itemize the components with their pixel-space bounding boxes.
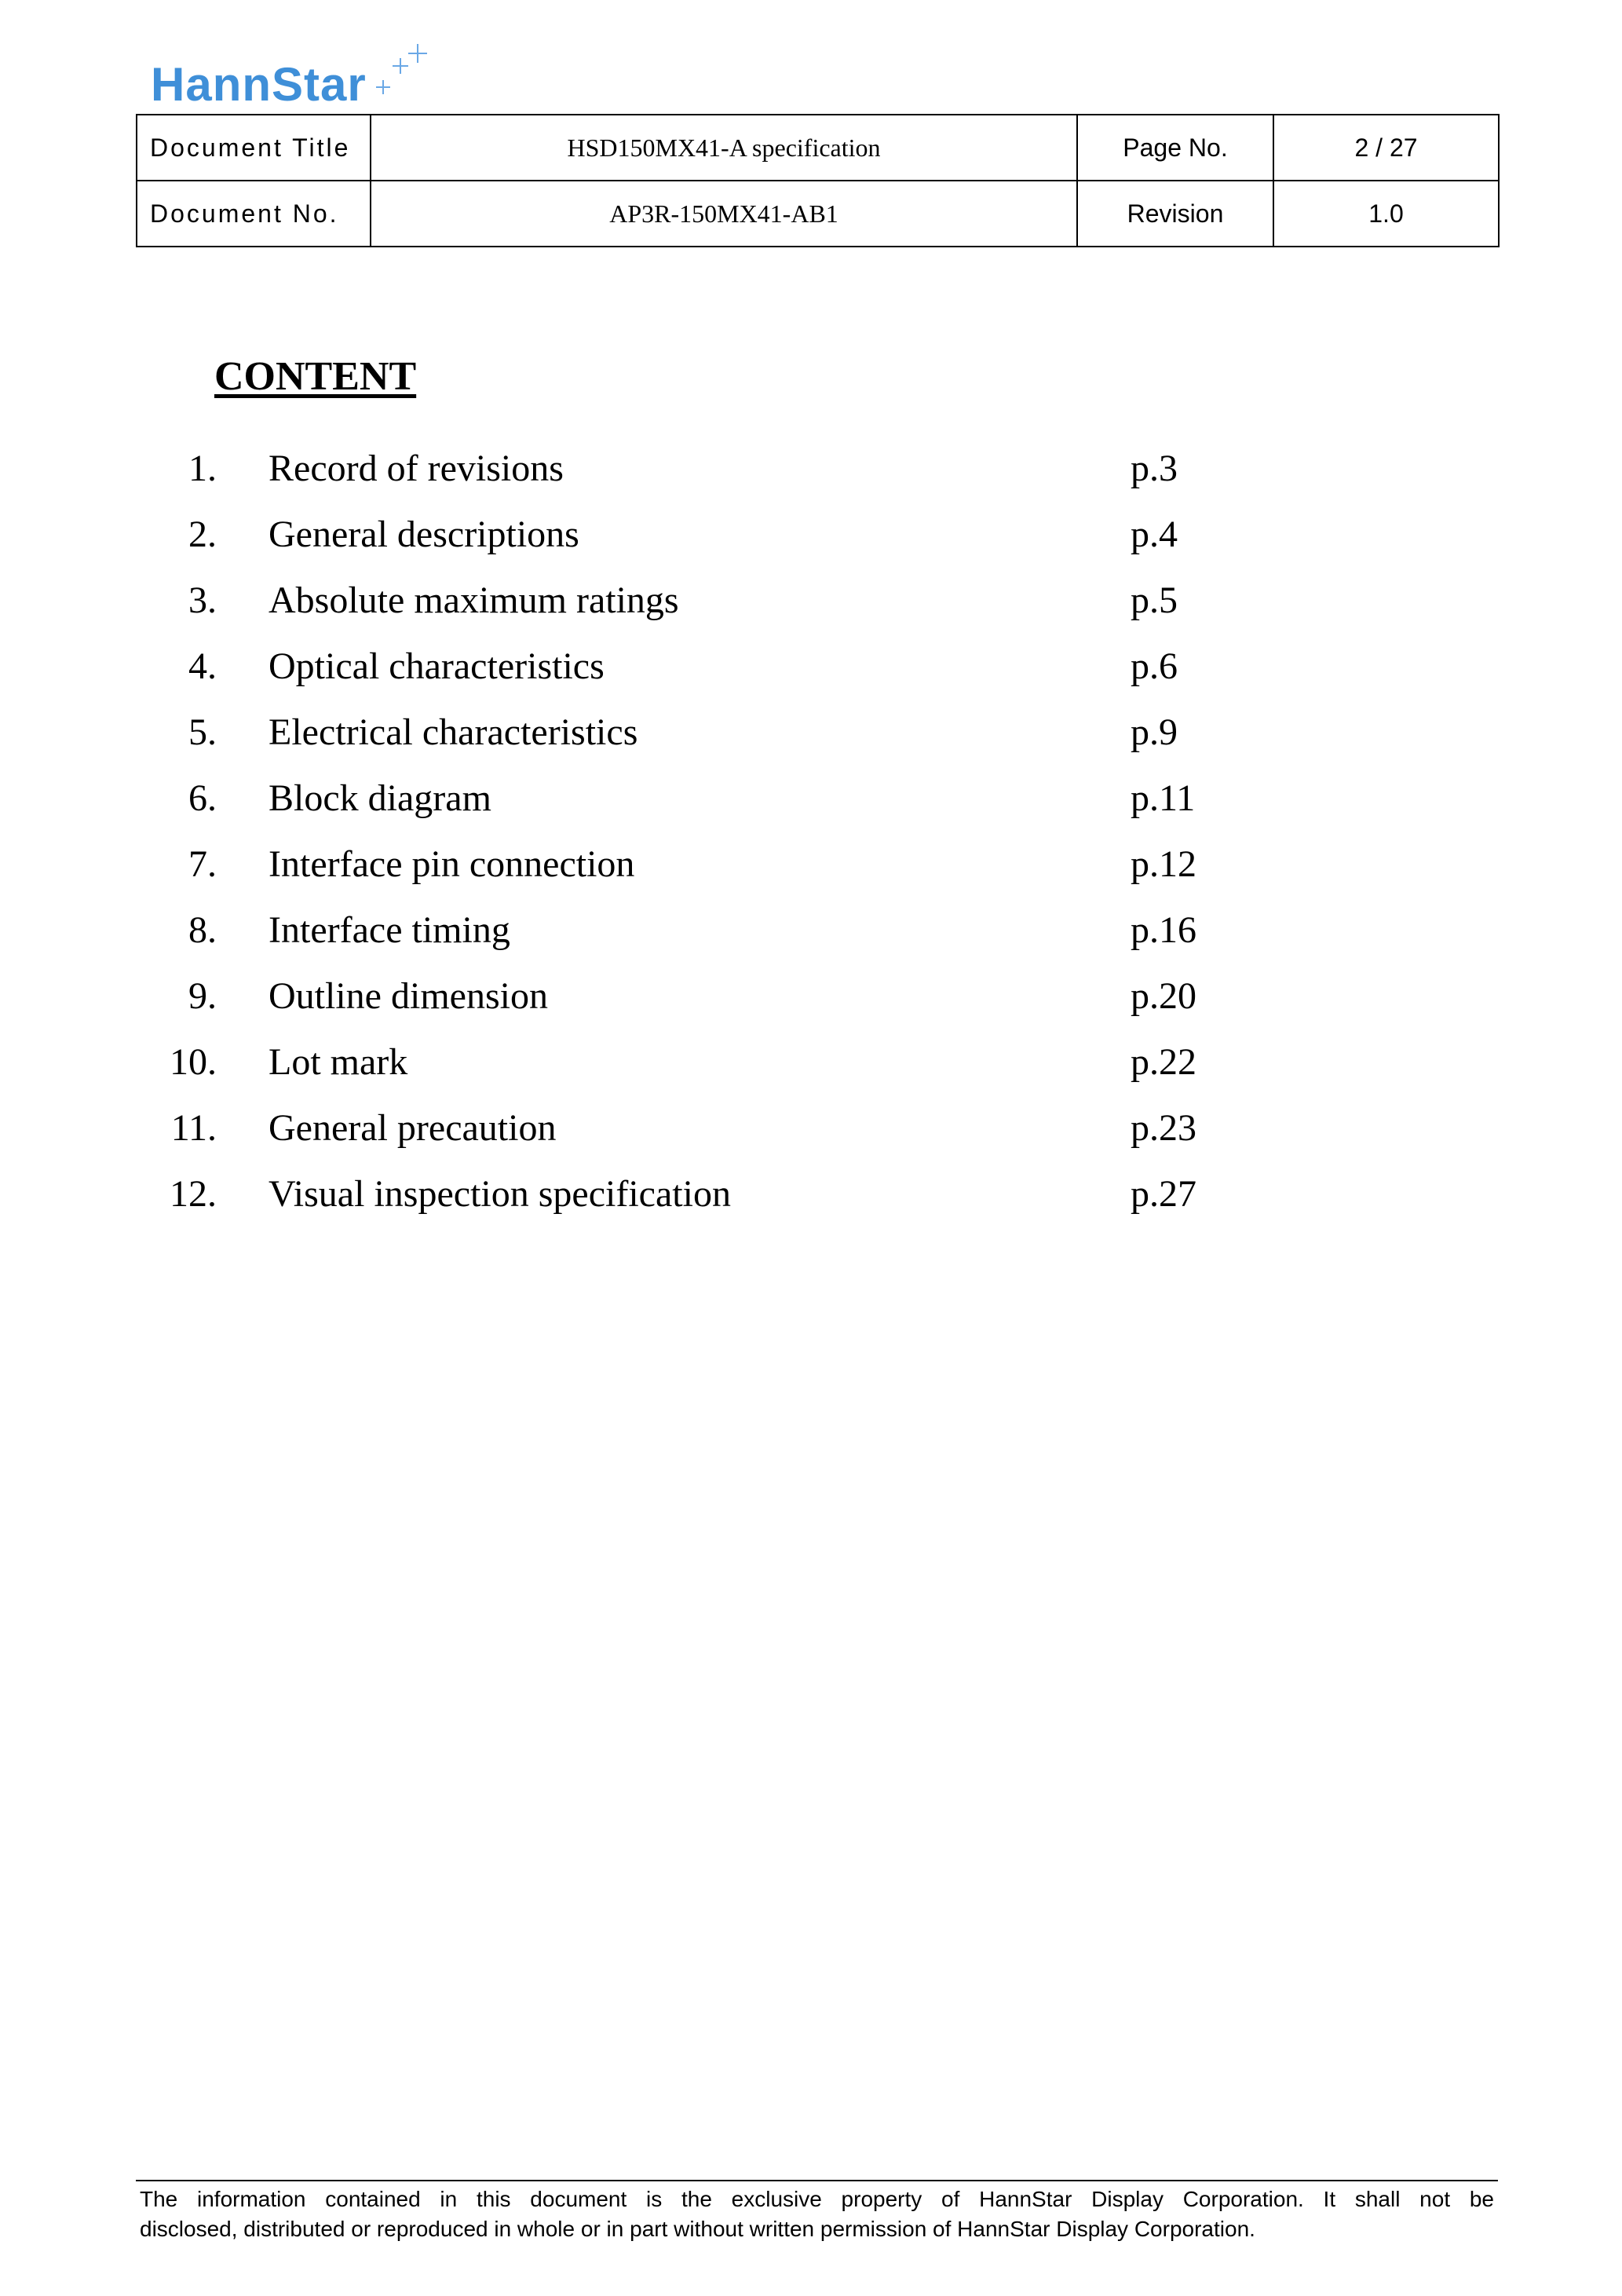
toc-item-page: p.20 [1131,975,1196,1017]
toc-item-label: General descriptions [269,514,579,555]
toc-item-label: Interface pin connection [269,843,635,885]
toc-item-label: Lot mark [269,1041,408,1083]
toc-item [0,971,1622,1037]
toc-item-label: Interface timing [269,909,510,951]
toc-item-label: Record of revisions [269,448,564,489]
toc-item-page: p.16 [1131,909,1196,951]
toc-item [0,707,1622,773]
toc-item-number: 10. [170,1041,217,1083]
table-of-contents [0,444,1622,1235]
toc-item [0,444,1622,510]
toc-item [0,642,1622,707]
toc-item-number: 9. [188,975,217,1017]
toc-item-page: p.11 [1131,777,1196,819]
toc-item-number: 5. [188,711,217,753]
toc-item-label: Absolute maximum ratings [269,579,679,621]
revision-value: 1.0 [1273,181,1499,247]
doc-title-label: Document Title [137,115,371,181]
footer-divider [136,2180,1498,2181]
doc-no-value: AP3R-150MX41-AB1 [371,181,1077,247]
page-no-value: 2 / 27 [1273,115,1499,181]
toc-item-page: p.23 [1131,1107,1196,1149]
toc-item [0,1103,1622,1169]
toc-item-label: Block diagram [269,777,491,819]
toc-item-page: p.3 [1131,448,1178,489]
content-title: CONTENT [214,354,417,399]
footer-line-2: disclosed, distributed or reproduced in whole or in part without written permission of HannStar Display Corporation. [140,2217,1255,2241]
toc-item-label: Visual inspection specification [269,1173,731,1215]
toc-item [0,510,1622,576]
toc-item-page: p.5 [1131,579,1178,621]
toc-item-label: Outline dimension [269,975,548,1017]
toc-item-page: p.4 [1131,514,1178,555]
toc-item-number: 12. [170,1173,217,1215]
toc-item [0,773,1622,839]
toc-item [0,1037,1622,1103]
toc-item-page: p.22 [1131,1041,1196,1083]
toc-item [0,1169,1622,1235]
toc-item [0,839,1622,905]
toc-item [0,576,1622,642]
toc-item-number: 11. [170,1107,217,1149]
footer-line-1: The information contained in this document is the exclusive property of HannStar Display Corporation. It shall not be [140,2187,1494,2211]
toc-item-number: 7. [188,843,217,885]
toc-item-number: 8. [188,909,217,951]
toc-item-page: p.9 [1131,711,1178,753]
toc-item-number: 1. [188,448,217,489]
toc-item-label: Optical characteristics [269,645,605,687]
toc-item-label: Electrical characteristics [269,711,638,753]
revision-label: Revision [1077,181,1273,247]
toc-item-page: p.12 [1131,843,1196,885]
hannstar-logo [151,39,441,115]
doc-title-value: HSD150MX41-A specification [371,115,1077,181]
sparkle-icon [151,39,441,115]
footer-disclaimer [140,2184,1494,2244]
doc-no-label: Document No. [137,181,371,247]
toc-item-label: General precaution [269,1107,557,1149]
toc-item [0,905,1622,971]
document-header-table [136,114,1500,247]
toc-item-number: 4. [188,645,217,687]
toc-item-number: 3. [188,579,217,621]
toc-item-number: 2. [188,514,217,555]
page-no-label: Page No. [1077,115,1273,181]
toc-item-page: p.6 [1131,645,1178,687]
toc-item-number: 6. [188,777,217,819]
toc-item-page: p.27 [1131,1173,1196,1215]
logo-text: HannStar [151,58,367,111]
